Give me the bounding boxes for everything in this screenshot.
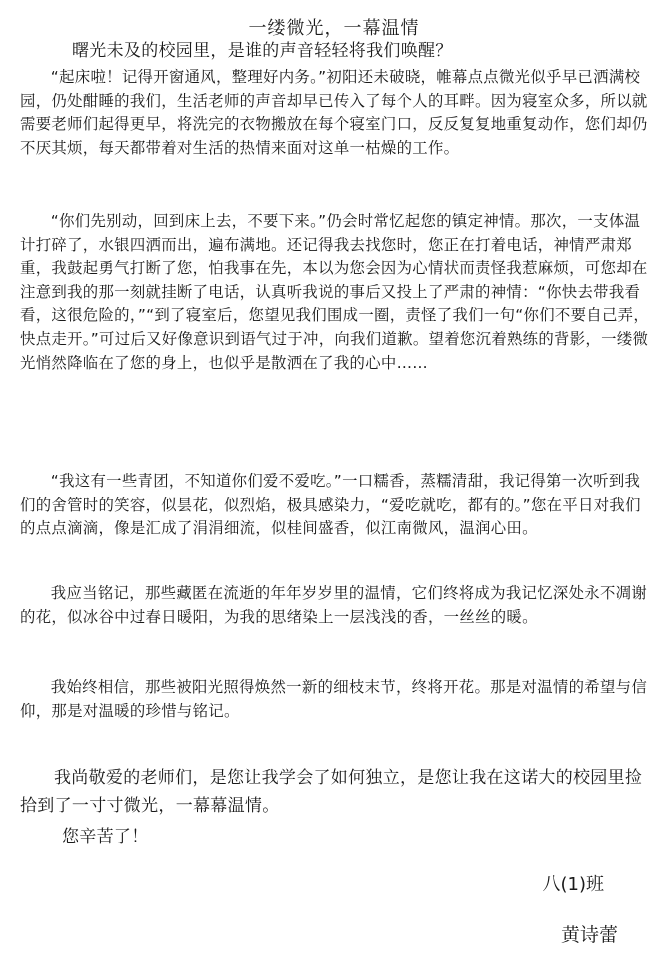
paragraph-2: “起床啦！记得开窗通风，整理好内务。”初阳还未破晓，帷幕点点微光似乎早已洒满校园，仍处酣睡的我们，生活老师的声音却早已传入了每个人的耳畔。因为寝室众多，所以就需要老师们起得更早，将洗完的衣物搬放在每个寝室门口，反反复复地重复动作，您们却仍不厌其烦，每天都带着对生活的热情来面对这单一枯燥的工作。 xyxy=(20,68,648,157)
paragraph-3: “你们先别动，回到床上去，不要下来。”仍会时常忆起您的镇定神情。那次，一支体温计打碎了，水银四洒而出，遍布满地。还记得我去找您时，您正在打着电话，神情严肃郑重，我鼓起勇气打断了您，怕我事在先，本以为您会因为心情状而责怪我惹麻烦，可您却在注意到我的那一刻就挂断了电话，认真听我说的事后又投上了严肃的神情：“你快去带我看看，这很危险的，”“到了寝室后，您望见我们围成一圈，责怪了我们一句“你们不要自己弄，快点走开。”可过后又好像意识到语气过于冲，向我们道歉。望着您沉着熟练的背影，一缕微光悄然降临在了您的身上，也似乎是散洒在了我的心中…… xyxy=(20,212,650,372)
paragraph-6: 我始终相信，那些被阳光照得焕然一新的细枝末节，终将开花。那是对温情的希望与信仰，那是对温暖的珍惜与铭记。 xyxy=(20,678,648,720)
author-name: 黄诗蕾 xyxy=(560,924,618,946)
essay-title: 一缕微光，一幕温情 xyxy=(248,18,420,39)
paragraph-1: 曙光未及的校园里，是谁的声音轻轻将我们唤醒？ xyxy=(72,41,453,61)
paragraph-4: “我这有一些青团，不知道你们爱不爱吃。”一口糯香，蒸糯清甜，我记得第一次听到我们的舍管时的笑容，似昙花，似烈焰，极具感染力，“爱吃就吃，都有的。”您在平日对我们的点点滴滴，像是汇成了涓涓细流，似桂间盛香，似江南微风，温润心田。 xyxy=(20,472,641,538)
paragraph-7: 我尚敬爱的老师们，是您让我学会了如何独立，是您让我在这诺大的校园里捡拾到了一寸寸微光，一幕幕温情。 xyxy=(20,768,643,816)
class-name: 八(1)班 xyxy=(542,874,604,895)
closing-line: 您辛苦了！ xyxy=(62,827,149,847)
paragraph-5: 我应当铭记，那些藏匿在流逝的年年岁岁里的温情，它们终将成为我记忆深处永不凋谢的花，似冰谷中过春日暖阳，为我的思绪染上一层浅浅的香，一丝丝的暖。 xyxy=(20,584,648,626)
